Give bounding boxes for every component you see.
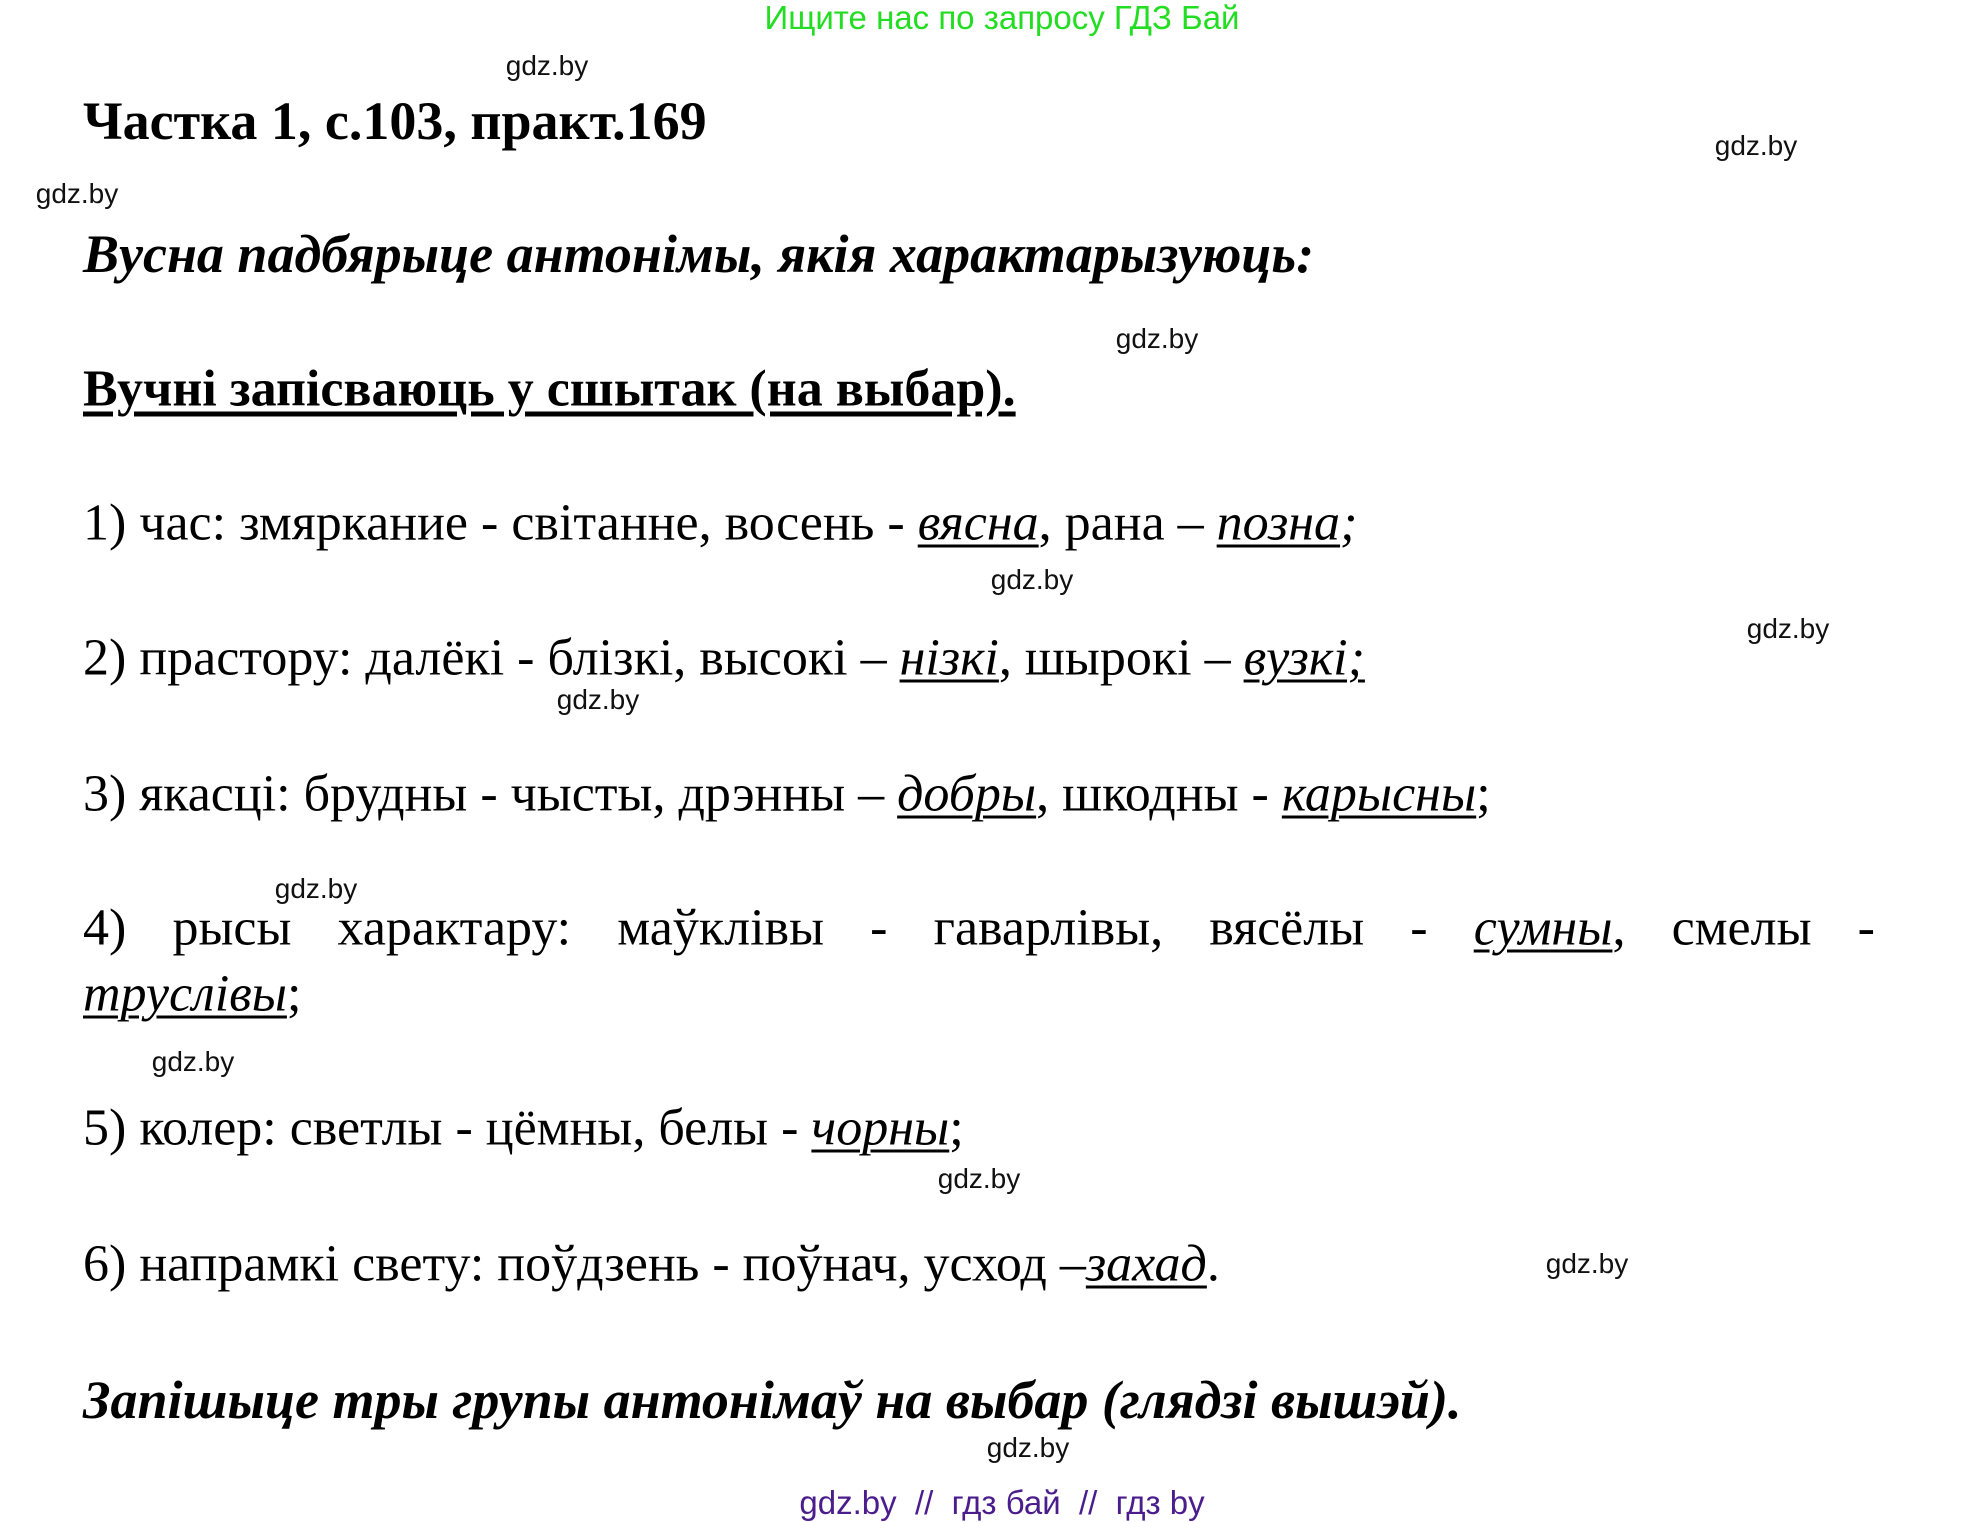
answer: вясна: [917, 494, 1039, 552]
watermark: gdz.by: [151, 1046, 235, 1077]
answer: труслівы: [83, 965, 287, 1023]
item-text: ;: [949, 1099, 964, 1157]
watermark: gdz.by: [556, 684, 640, 715]
item-quality: [83, 765, 1491, 824]
watermark: gdz.by: [1115, 323, 1199, 354]
answer: захад: [1085, 1235, 1207, 1293]
item-text: , смелы -: [1612, 899, 1875, 957]
item-text: , шырокі –: [998, 629, 1244, 687]
answer: нізкі: [899, 629, 999, 687]
item-text: ;: [1340, 494, 1358, 552]
item-text: 3) якасці: брудны - чысты, дрэнны –: [83, 765, 898, 823]
item-text: 6) напрамкі свету: поўдзень - поўнач, усход –: [83, 1235, 1086, 1293]
instruction-notebook: Вучні запісваюць у сшытак (на выбар).: [83, 360, 1016, 418]
item-text: 2) прастору: далёкі - блізкі, высокі –: [83, 629, 900, 687]
item-character: [83, 899, 1875, 958]
footer-links[interactable]: gdz.by // гдз бай // гдз by: [799, 1484, 1205, 1521]
item-text: , рана –: [1038, 494, 1217, 552]
item-text: ;: [286, 965, 302, 1023]
watermark: gdz.by: [1746, 613, 1830, 644]
watermark: gdz.by: [990, 564, 1074, 595]
watermark: gdz.by: [986, 1432, 1070, 1463]
item-character-cont: [83, 965, 301, 1024]
item-text: .: [1206, 1235, 1220, 1293]
page-title: Частка 1, с.103, практ.169: [83, 91, 707, 151]
item-text: 1) час: змяркание - світанне, восень -: [83, 494, 918, 552]
watermark: gdz.by: [505, 50, 589, 81]
watermark: gdz.by: [35, 178, 119, 209]
watermark: gdz.by: [1714, 130, 1798, 161]
watermark: gdz.by: [1545, 1248, 1629, 1279]
item-time: [83, 494, 1357, 553]
item-color: [83, 1099, 964, 1158]
item-text: , шкодны -: [1036, 765, 1282, 823]
item-space: [83, 629, 1365, 688]
watermark: gdz.by: [937, 1163, 1021, 1194]
search-banner[interactable]: Ищите нас по запросу ГДЗ Бай: [764, 0, 1240, 36]
answer: позна: [1216, 494, 1341, 552]
answer: добры: [897, 765, 1037, 823]
answer: вузкі;: [1243, 629, 1365, 687]
answer: карысны: [1281, 765, 1477, 823]
instruction-oral: Вусна падбярыце антонімы, якія характарызуюць:: [83, 224, 1315, 284]
item-text: 5) колер: светлы - цёмны, белы -: [83, 1099, 812, 1157]
instruction-write: Запішыце тры групы антонімаў на выбар (глядзі вышэй).: [83, 1370, 1462, 1430]
answer: чорны: [811, 1099, 950, 1157]
item-directions: [83, 1235, 1220, 1294]
item-text: ;: [1476, 765, 1491, 823]
watermark: gdz.by: [274, 873, 358, 904]
answer: сумны: [1473, 899, 1613, 957]
item-text: 4) рысы характару: маўклівы - гаварлівы, вясёлы -: [83, 899, 1474, 957]
